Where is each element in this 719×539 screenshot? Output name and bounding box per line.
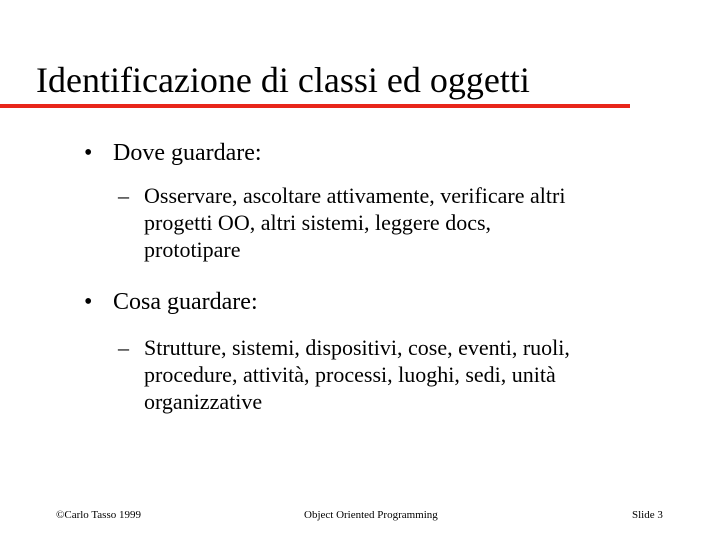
sub-bullet-text: [144, 334, 570, 415]
sub-bullet-line: Strutture, sistemi, dispositivi, cose, eventi, ruoli,: [144, 335, 570, 360]
sub-bullet-line: Osservare, ascoltare attivamente, verificare altri: [144, 183, 566, 208]
bullet-text: Dove guardare:: [113, 140, 262, 166]
sub-bullet-marker: –: [118, 335, 129, 360]
title-underline: [0, 104, 630, 108]
footer-course-title: Object Oriented Programming: [304, 509, 438, 521]
sub-bullet-line: progetti OO, altri sistemi, leggere docs,: [144, 210, 492, 235]
sub-bullet-marker: –: [118, 183, 129, 208]
sub-bullet-text: [144, 182, 565, 263]
bullet-marker: •: [84, 140, 93, 166]
sub-bullet-line: procedure, attività, processi, luoghi, sedi, unità: [144, 362, 556, 387]
sub-bullet-line: organizzative: [144, 389, 263, 414]
bullet-marker: •: [84, 289, 93, 315]
slide-title: Identificazione di classi ed oggetti: [36, 60, 530, 100]
sub-bullet-line: prototipare: [144, 237, 241, 262]
bullet-text: Cosa guardare:: [113, 289, 258, 315]
footer-slide-number: Slide 3: [632, 509, 663, 521]
footer-copyright: ©Carlo Tasso 1999: [56, 509, 141, 521]
